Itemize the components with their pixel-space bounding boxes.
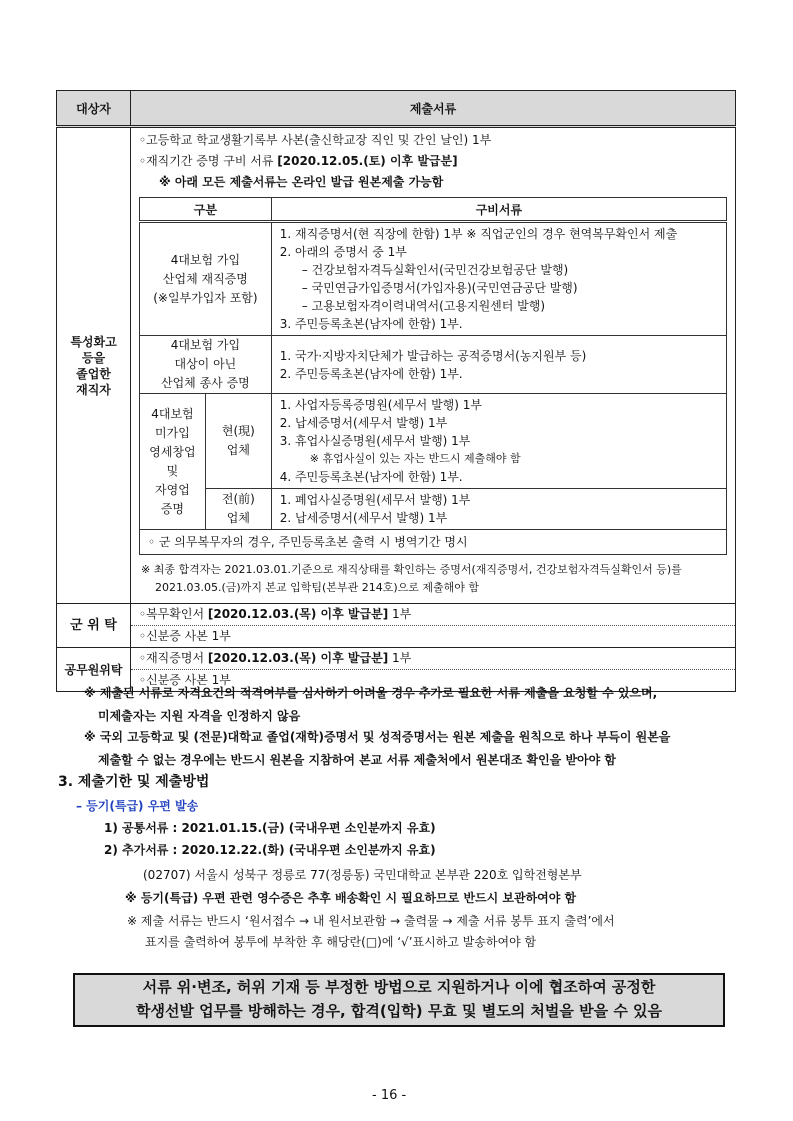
inner-header-category: 구분	[140, 198, 272, 222]
note-foreign-docs-cont: 제출할 수 없는 경우에는 반드시 원본을 지참하여 본교 서류 제출처에서 원본대조 확인을 받아야 함	[98, 753, 616, 767]
documents-table	[56, 90, 736, 692]
fraud-warning-box: 서류 위·변조, 허위 기재 등 부정한 방법으로 지원하거나 이에 협조하여 공정한 학생선발 업무를 방해하는 경우, 합격(입학) 무효 및 별도의 처벌을 받을 수 있음	[73, 973, 725, 1027]
page-number: - 16 -	[372, 1088, 407, 1103]
civil-id-line: ◦신분증 사본 1부	[139, 673, 231, 687]
note-additional-docs: ※ 제출된 서류로 자격요건의 적격여부를 심사하기 어려울 경우 추가로 필요한 서류 제출을 요청할 수 있으며,	[84, 686, 658, 700]
row-former-business: 전(前) 업체	[205, 489, 271, 530]
inner-docs-table	[139, 197, 727, 555]
row-insured-category: 4대보험 가입 산업체 재직증명 (※일부가입자 포함)	[140, 222, 272, 336]
registered-mail-heading: – 등기(특급) 우편 발송	[76, 799, 199, 813]
deadline-common: 1) 공통서류 : 2021.01.15.(금) (국내우편 소인분까지 유효)	[104, 821, 436, 835]
category-civil-servant: 공무원위탁	[57, 648, 131, 692]
military-service-line: ◦복무확인서 [2020.12.03.(목) 이후 발급분] 1부	[131, 604, 735, 626]
military-docs-cell	[131, 604, 736, 648]
row-former-business-docs: 1. 폐업사실증명원(세무서 발행) 1부 2. 납세증명서(세무서 발행) 1부	[271, 489, 726, 530]
transcript-line: ◦고등학교 학교생활기록부 사본(출신학교장 직인 및 간인 날인) 1부	[139, 133, 492, 147]
row-uninsured-category: 4대보험 가입 대상이 아닌 산업체 종사 증명	[140, 336, 272, 394]
envelope-label-note-cont: 표지를 출력하여 봉투에 부착한 후 해당란(□)에 ‘√’표시하고 발송하여야 함	[145, 935, 537, 949]
deadline-additional: 2) 추가서류 : 2020.12.22.(화) (국내우편 소인분까지 유효)	[104, 843, 436, 857]
military-period-note: ◦ 군 의무복무자의 경우, 주민등록초본 출력 시 병역기간 명시	[140, 530, 727, 555]
note-additional-docs-cont: 미제출자는 지원 자격을 인정하지 않음	[98, 709, 301, 723]
receipt-note: ※ 등기(특급) 우편 관련 영수증은 추후 배송확인 시 필요하므로 반드시 보관하여야 함	[125, 891, 577, 905]
special-docs-cell	[131, 127, 736, 604]
mailing-address: (02707) 서울시 성북구 정릉로 77(정릉동) 국민대학교 본부관 220호 입학전형본부	[143, 868, 582, 882]
inner-header-docs: 구비서류	[271, 198, 726, 222]
row-current-business-docs: 1. 사업자등록증명원(세무서 발행) 1부 2. 납세증명서(세무서 발행) 1부 3. 휴업사실증명원(세무서 발행) 1부 ※ 휴업사실이 있는 자는 반드시 제출해야 함 4. 주민등록초본(남자에 한함) 1부.	[271, 394, 726, 489]
online-note: ※ 아래 모든 제출서류는 온라인 발급 원본제출 가능함	[159, 175, 444, 189]
row-current-business: 현(現) 업체	[205, 394, 271, 489]
category-military: 군 위 탁	[57, 604, 131, 648]
final-submission-note: ※ 최종 합격자는 2021.03.01.기준으로 재직상태를 확인하는 증명서(재직증명서, 건강보험자격득실확인서 등)를 2021.03.05.(금)까지 본교 입학팀(본부관 214호)으로 제출해야 함	[141, 563, 682, 594]
note-foreign-docs: ※ 국외 고등학교 및 (전문)대학교 졸업(재학)증명서 및 성적증명서는 원본 제출을 원칙으로 하나 부득이 원본을	[84, 730, 671, 744]
header-target: 대상자	[57, 91, 131, 127]
military-id-line: ◦신분증 사본 1부	[139, 629, 231, 643]
row-insured-docs: 1. 재직증명서(현 직장에 한함) 1부 ※ 직업군인의 경우 현역복무확인서 제출 2. 아래의 증명서 중 1부 – 건강보험자격득실확인서(국민건강보험공단 발행) – 국민연금가입증명서(가입자용)(국민연금공단 발행) – 고용보험자격이력내역서(고용지원센터 발행) 3. 주민등록초본(남자에 한함) 1부.	[271, 222, 726, 336]
section-title: 3. 제출기한 및 제출방법	[58, 774, 210, 790]
employment-proof-line: ◦재직기간 증명 구비 서류 [2020.12.05.(토) 이후 발급분]	[139, 154, 458, 168]
row-selfemployed-category: 4대보험 미가입 영세창업 및 자영업 증명	[140, 394, 206, 530]
row-uninsured-docs: 1. 국가·지방자치단체가 발급하는 공적증명서(농지원부 등) 2. 주민등록초본(남자에 한함) 1부.	[271, 336, 726, 394]
civil-employment-line: ◦재직증명서 [2020.12.03.(목) 이후 발급분] 1부	[131, 648, 735, 670]
category-special-grad: 특성화고 등을 졸업한 재직자	[57, 127, 131, 604]
header-documents: 제출서류	[131, 91, 736, 127]
envelope-label-note: ※ 제출 서류는 반드시 ‘원서접수 → 내 원서보관함 → 출력물 → 제출 서류 봉투 표지 출력’에서	[127, 914, 615, 928]
